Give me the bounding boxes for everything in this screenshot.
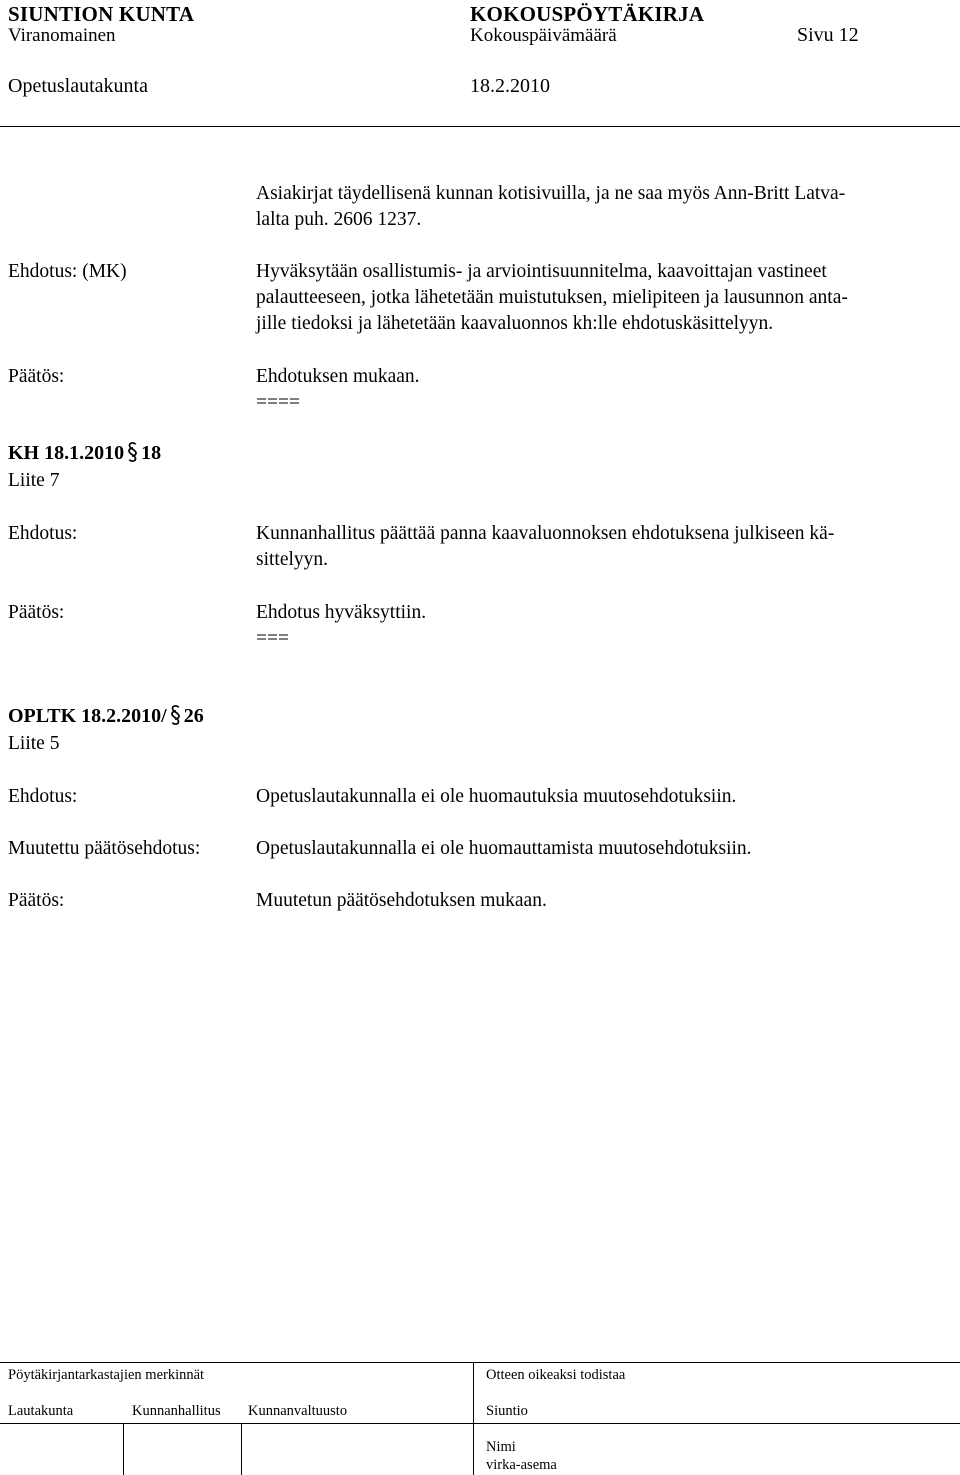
decision-label: Päätös: — [8, 366, 65, 387]
decision-text: Ehdotuksen mukaan. — [256, 366, 420, 387]
certified-copy-title: Otteen oikeaksi todistaa — [486, 1367, 626, 1383]
kh-heading-number: 18 — [141, 442, 162, 464]
kh-ehdotus-label: Ehdotus: — [8, 523, 78, 544]
header-rule — [0, 126, 960, 127]
section-sign-icon — [170, 704, 181, 726]
document-type: KOKOUSPÖYTÄKIRJA — [470, 2, 705, 26]
intro-line-1: Asiakirjat täydellisenä kunnan kotisivuilla, ja ne saa myös Ann-Britt Latva- — [256, 183, 846, 204]
reviewers-notes-title: Pöytäkirjantarkastajien merkinnät — [8, 1367, 205, 1383]
proposal-text-line-1: Hyväksytään osallistumis- ja arviointisuunnitelma, kaavoittajan vastineet — [256, 261, 827, 282]
footer-col-kunnanvaltuusto: Kunnanvaltuusto — [248, 1403, 348, 1419]
footer-divider — [473, 1362, 474, 1475]
footer-col-divider-1 — [123, 1423, 124, 1475]
authority-label: Viranomainen — [8, 25, 116, 46]
opltk-ehdotus-label: Ehdotus: — [8, 786, 78, 807]
kh-decision-label: Päätös: — [8, 602, 65, 623]
footer-col-divider-2 — [241, 1423, 242, 1475]
footer-place: Siuntio — [486, 1403, 528, 1419]
footer-col-lautakunta: Lautakunta — [8, 1403, 74, 1419]
opltk-heading — [8, 704, 204, 728]
opltk-heading-number: 26 — [183, 705, 204, 727]
opltk-decision-text: Muutetun päätösehdotuksen mukaan. — [256, 890, 547, 911]
municipality-name: SIUNTION KUNTA — [8, 2, 195, 26]
kh-separator: === — [256, 628, 289, 649]
title-label: virka-asema — [486, 1457, 557, 1473]
ehdotus-mk-label: Ehdotus: (MK) — [8, 261, 127, 282]
name-label: Nimi — [486, 1439, 516, 1455]
date-label: Kokouspäivämäärä — [470, 25, 617, 46]
meeting-date: 18.2.2010 — [470, 75, 550, 97]
authority-name: Opetuslautakunta — [8, 75, 148, 97]
kh-decision-text: Ehdotus hyväksyttiin. — [256, 602, 427, 623]
opltk-heading-prefix: OPLTK 18.2.2010/ — [8, 705, 167, 727]
intro-line-2: lalta puh. 2606 1237. — [256, 209, 422, 230]
kh-proposal-line-2: sittelyyn. — [256, 549, 329, 570]
modified-proposal-text: Opetuslautakunnalla ei ole huomauttamista muutosehdotuksiin. — [256, 838, 752, 859]
proposal-text-line-2: palautteeseen, jotka lähetetään muistutuksen, mielipiteen ja lausunnon anta- — [256, 287, 848, 308]
opltk-liite: Liite 5 — [8, 733, 60, 754]
footer-top-rule — [0, 1362, 960, 1363]
opltk-proposal-text: Opetuslautakunnalla ei ole huomautuksia muutosehdotuksiin. — [256, 786, 737, 807]
footer-mid-rule — [0, 1423, 960, 1424]
kh-heading-prefix: KH 18.1.2010 — [8, 442, 125, 464]
proposal-text-line-3: jille tiedoksi ja lähetetään kaavaluonnos kh:lle ehdotuskäsittelyyn. — [256, 313, 774, 334]
section-sign-icon — [127, 441, 138, 463]
footer-col-kunnanhallitus: Kunnanhallitus — [132, 1403, 221, 1419]
kh-proposal-line-1: Kunnanhallitus päättää panna kaavaluonnoksen ehdotuksena julkiseen kä- — [256, 523, 835, 544]
kh-liite: Liite 7 — [8, 470, 60, 491]
kh-heading — [8, 441, 161, 465]
modified-proposal-label: Muutettu päätösehdotus: — [8, 838, 201, 859]
separator: ==== — [256, 392, 300, 413]
opltk-decision-label: Päätös: — [8, 890, 65, 911]
page-number: Sivu 12 — [797, 24, 859, 46]
